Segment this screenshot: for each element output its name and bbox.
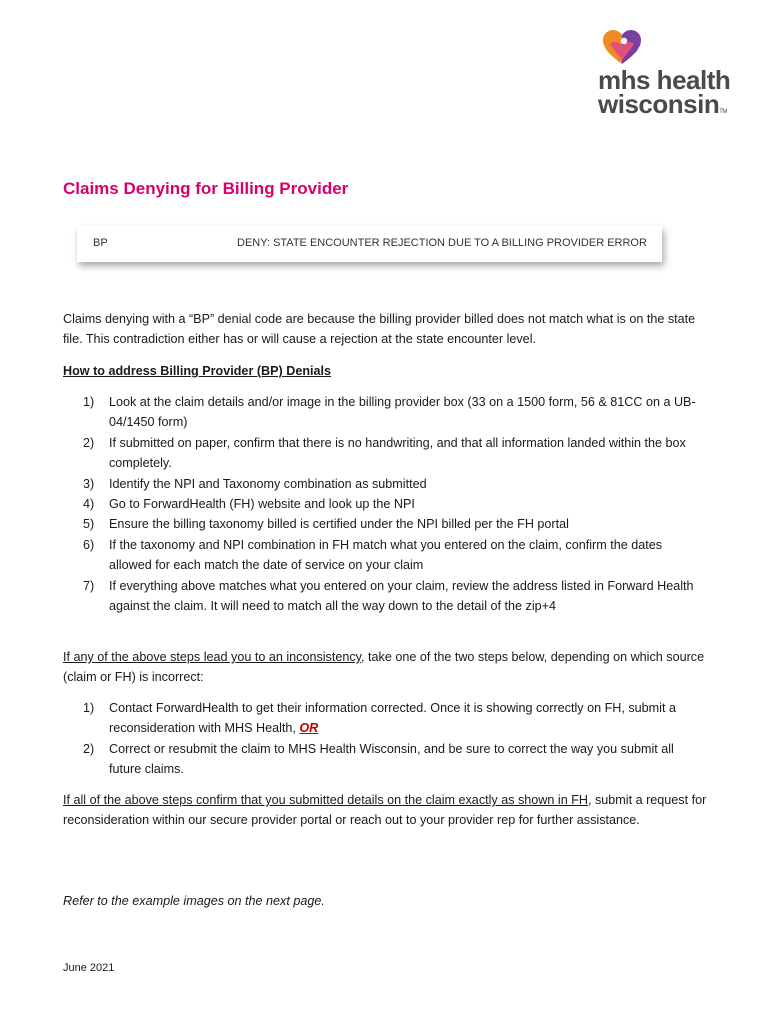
list-item: 6) If the taxonomy and NPI combination in FH match what you entered on the claim, confirm the dates allowed for each match the date of service on your claim [83, 537, 663, 573]
steps-list [63, 392, 703, 616]
logo-line-2: wisconsin [598, 89, 720, 119]
refer-note: Refer to the example images on the next page. [63, 894, 325, 908]
list-item: 7) If everything above matches what you entered on your claim, review the address listed in Forward Health against the claim. It will need to match all the way down to the detail of the zip+4 [83, 578, 694, 614]
list-item: 1) Look at the claim details and/or image in the billing provider box (33 on a 1500 form, 56 & 81CC on a UB-04/1450 form) [83, 395, 696, 430]
list-item: 1) Contact ForwardHealth to get their information corrected. Once it is showing correctly on FH, submit a reconsideration with MHS Health, OR [83, 701, 676, 736]
mhs-health-logo [598, 30, 738, 125]
confirm-paragraph: If all of the above steps confirm that you submitted details on the claim exactly as shown in FH, submit a request for reconsideration within our secure provider portal or reach out to your provider rep for further assistance. [63, 793, 707, 828]
inconsistency-paragraph: If any of the above steps lead you to an inconsistency, take one of the two steps below, depending on which source (claim or FH) is incorrect: [63, 650, 705, 685]
denial-description: DENY: STATE ENCOUNTER REJECTION DUE TO A BILLING PROVIDER ERROR [237, 237, 647, 249]
or-emphasis: OR [299, 721, 319, 736]
list-item: 5) Ensure the billing taxonomy billed is certified under the NPI billed per the FH portal [83, 517, 569, 532]
how-to-heading: How to address Billing Provider (BP) Denials [63, 364, 332, 378]
heart-logo-icon [602, 30, 642, 66]
footer-date: June 2021 [63, 962, 115, 974]
denial-code-box [77, 226, 662, 262]
page-title: Claims Denying for Billing Provider [63, 179, 349, 198]
list-item: 2) Correct or resubmit the claim to MHS Health Wisconsin, and be sure to correct the way you submit all future claims. [83, 741, 674, 777]
list-item: 3) Identify the NPI and Taxonomy combination as submitted [83, 476, 427, 491]
options-list [63, 698, 703, 780]
logo-trademark: TM [719, 109, 727, 115]
list-item: 2) If submitted on paper, confirm that there is no handwriting, and that all information landed within the box completely. [83, 435, 686, 471]
logo-line-1: mhs health [598, 65, 731, 95]
denial-code: BP [93, 237, 108, 249]
list-item: 4) Go to ForwardHealth (FH) website and look up the NPI [83, 497, 415, 512]
intro-paragraph: Claims denying with a “BP” denial code are because the billing provider billed does not match what is on the state file. This contradiction either has or will cause a rejection at the state encounter level. [63, 312, 696, 347]
